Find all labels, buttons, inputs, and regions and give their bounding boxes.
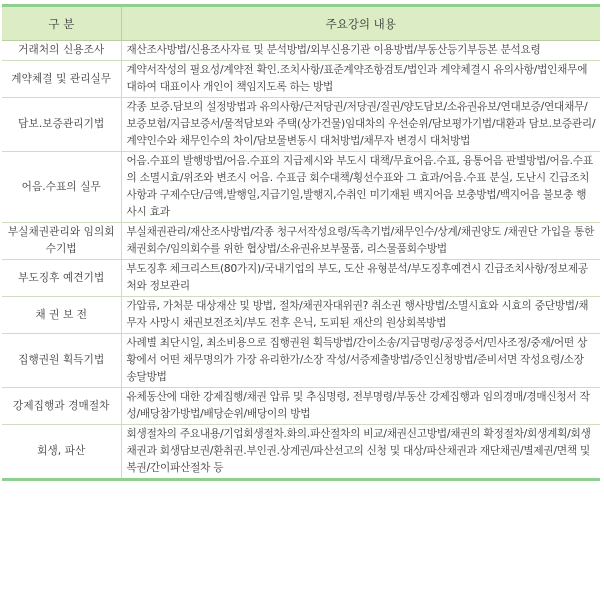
course-table — [2, 4, 600, 481]
row-content: 각종 보증.담보의 설정방법과 유의사항/근저당권/저당권/질권/양도담보/소유권유보/연대보증/연대채무/보증보험/지급보증서/물적담보와 주택(상가건물)임대차의 우선순위/담보평가기법/대환과 담보.보증관리/계약인수와 채무인수의 차이/담보물변동시 대처방법/채무자 변경시 대처방법 — [121, 98, 600, 152]
row-content: 사례별 최단시일, 최소비용으로 집행권원 획득방법/간이소송/지급명령/공정증서/민사조정/중재/어떤 상황에서 어떤 채무명의가 가장 유리한가/소장 작성/서증제출방법/증인신청방법/준비서면 작성요령/소장 송달방법 — [121, 334, 600, 388]
row-category: 어음.수표의 실무 — [2, 152, 121, 223]
row-content: 가압류, 가처분 대상재산 및 방법, 절차/채권자대위권? 취소권 행사방법/소멸시효와 시효의 중단방법/채무자 사망시 채권보전조치/부도 전후 은닉, 도피된 재산의 원상회복방법 — [121, 297, 600, 334]
table-row — [2, 61, 600, 98]
row-content: 계약서작성의 필요성/계약전 확인.조치사항/표준계약조항검토/법인과 계약체결시 유의사항/법인채무에 대하여 대표이사 개인이 책임지도록 하는 방법 — [121, 61, 600, 98]
table-row — [2, 297, 600, 334]
table-row — [2, 223, 600, 260]
row-category: 부도징후 예견기법 — [2, 260, 121, 297]
course-table-container — [2, 4, 600, 481]
row-content: 부실채권관리/재산조사방법/각종 청구서작성요령/독촉기법/채무인수/상계/채권양도 /채권단 가입을 통한 채권회수/임의회수를 위한 협상법/소유권유보부물품, 리스물품회수방법 — [121, 223, 600, 260]
table-row — [2, 388, 600, 425]
table-row — [2, 98, 600, 152]
row-category: 집행권원 획득기법 — [2, 334, 121, 388]
row-category: 거래처의 신용조사 — [2, 41, 121, 61]
header-category: 구 분 — [2, 6, 121, 41]
row-category: 부실채권관리와 임의회수기법 — [2, 223, 121, 260]
table-row — [2, 260, 600, 297]
row-category: 채 권 보 전 — [2, 297, 121, 334]
row-content: 어음.수표의 발행방법/어음.수표의 지급제시와 부도시 대책/무효어음.수표, 융통어음 판별방법/어음.수표의 소멸시효/위조와 변조시 어음. 수표금 회수대책/횡선수표와 그 효과/어음.수표 분실, 도난시 긴급조치사항과 구제수단/금액,발행일,지급기일,발행지,수취인 미기재된 백지어음 보충방법/백지어음 불보충 행사시 효과 — [121, 152, 600, 223]
row-content: 부도징후 체크리스트(80가지)/국내기업의 부도, 도산 유형분석/부도징후예견시 긴급조치사항/정보제공처와 정보관리 — [121, 260, 600, 297]
row-content: 재산조사방법/신용조사자료 및 분석방법/외부신용기관 이용방법/부동산등기부등본 분석요령 — [121, 41, 600, 61]
row-category: 회생, 파산 — [37, 445, 86, 457]
row-content: 유체동산에 대한 강제집행/채권 압류 및 추심명령, 전부명령/부동산 강제집행과 임의경매/경매신청서 작성/배당참가방법/배당순위/배당이의 방법 — [121, 388, 600, 425]
table-row — [2, 425, 600, 480]
table-header-row — [2, 6, 600, 41]
table-row — [2, 152, 600, 223]
header-content: 주요강의 내용 — [121, 6, 600, 41]
table-row — [2, 41, 600, 61]
row-category: 담보.보증관리기법 — [2, 98, 121, 152]
row-category: 계약체결 및 관리실무 — [2, 61, 121, 98]
row-content: 회생절차의 주요내용/기업회생절차.화의.파산절차의 비교/채권신고방법/채권의 확정절차/회생계획/회생채권과 회생담보권/환취권.부인권.상계권/파산선고의 신청 및 대상/파산채권과 재단채권/별제권/면책 및 복권/간이파산절차 등 — [121, 425, 600, 480]
row-category: 강제집행과 경매절차 — [2, 388, 121, 425]
table-row — [2, 334, 600, 388]
